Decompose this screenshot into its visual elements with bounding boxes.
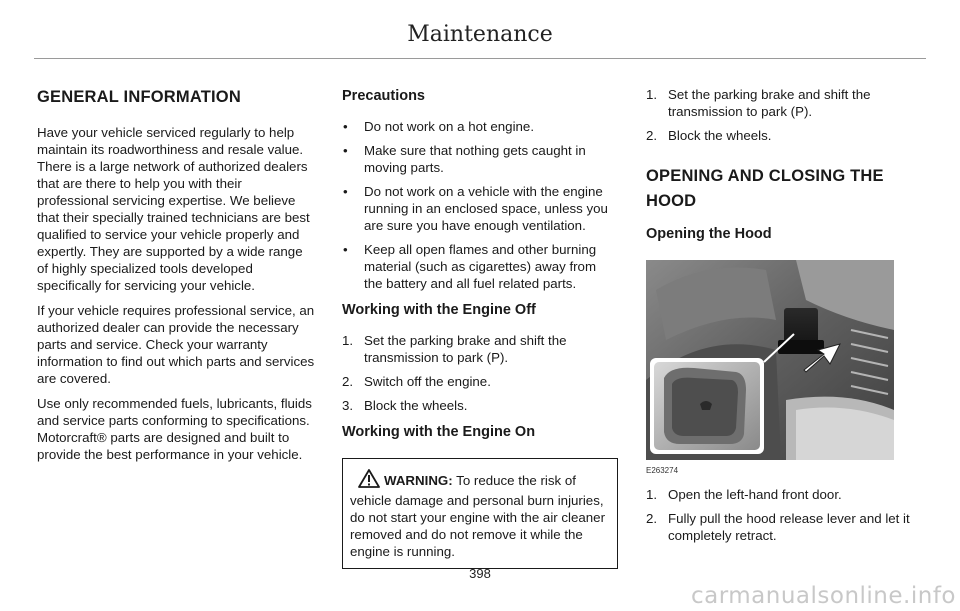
bullet-icon: • — [343, 143, 348, 158]
list-item — [646, 127, 926, 144]
column-general-information — [37, 86, 317, 471]
precaution-text: Make sure that nothing gets caught in moving parts. — [364, 143, 586, 175]
step-text: Block the wheels. — [668, 128, 772, 143]
list-item — [342, 183, 618, 234]
heading-line-1: OPENING AND CLOSING THE — [646, 167, 884, 185]
step-number: 1. — [342, 333, 354, 348]
engine-off-heading: Working with the Engine Off — [342, 302, 536, 318]
step-text: Switch off the engine. — [364, 374, 491, 389]
list-item — [342, 397, 618, 414]
step-number: 2. — [646, 511, 658, 526]
opening-closing-hood-heading — [646, 164, 926, 214]
page-header-title: Maintenance — [407, 22, 553, 47]
precaution-text: Do not work on a hot engine. — [364, 119, 535, 134]
step-text: Open the left-hand front door. — [668, 487, 842, 502]
engine-on-heading: Working with the Engine On — [342, 424, 536, 440]
step-number: 3. — [342, 398, 354, 413]
general-info-paragraph-1: Have your vehicle serviced regularly to help maintain its roadworthiness and resale value. There is a large network of authorized dealers that are there to help you with their professional servicing expertise. We believe that their specially trained technicians are best qualified to service your vehicle properly and expertly. They are supported by a wide range of highly specialized tools developed specifically for servicing your vehicle. — [37, 125, 310, 293]
hood-release-illustration — [646, 260, 894, 460]
engine-on-steps — [646, 86, 926, 144]
list-item — [646, 486, 926, 503]
opening-hood-steps — [646, 486, 926, 544]
column-opening-hood — [646, 86, 926, 552]
list-item — [342, 142, 618, 176]
step-number: 2. — [646, 128, 658, 143]
precaution-text: Keep all open flames and other burning material (such as cigarettes) away from the battery and all fuel related parts. — [364, 242, 597, 291]
step-text: Set the parking brake and shift the transmission to park (P). — [364, 333, 567, 365]
list-item — [342, 332, 618, 366]
warning-box — [342, 458, 618, 569]
heading-line-2: HOOD — [646, 192, 697, 210]
list-item — [342, 373, 618, 390]
precaution-text: Do not work on a vehicle with the engine running in an enclosed space, unless you are sure you have enough ventilation. — [364, 184, 608, 233]
general-information-heading: GENERAL INFORMATION — [37, 88, 241, 106]
watermark[interactable]: carmanualsonline.info — [690, 583, 956, 609]
step-number: 1. — [646, 487, 658, 502]
warning-triangle-icon — [358, 469, 380, 492]
list-item — [646, 86, 926, 120]
figure-code: E263274 — [646, 466, 679, 475]
precautions-list — [342, 118, 618, 292]
list-item — [646, 510, 926, 544]
bullet-icon: • — [343, 242, 348, 257]
step-text: Set the parking brake and shift the transmission to park (P). — [668, 87, 871, 119]
step-number: 1. — [646, 87, 658, 102]
page-number: 398 — [469, 566, 491, 581]
column-precautions — [342, 86, 618, 569]
opening-hood-subheading: Opening the Hood — [646, 226, 772, 242]
step-text: Block the wheels. — [364, 398, 468, 413]
list-item — [342, 241, 618, 292]
header-divider — [34, 58, 926, 59]
general-info-paragraph-2: If your vehicle requires professional service, an authorized dealer can provide the necessary parts and service. Check your warranty information to find out which parts and services are covered. — [37, 303, 315, 386]
list-item — [342, 118, 618, 135]
step-number: 2. — [342, 374, 354, 389]
bullet-icon: • — [343, 184, 348, 199]
warning-label: WARNING: — [384, 473, 453, 488]
general-info-paragraph-3: Use only recommended fuels, lubricants, fluids and service parts conforming to specifications. Motorcraft® parts are designed and built to provide the best performance in your vehicle. — [37, 396, 312, 462]
engine-off-steps — [342, 332, 618, 414]
step-text: Fully pull the hood release lever and let it completely retract. — [668, 511, 910, 543]
warning-text: To reduce the risk of vehicle damage and personal burn injuries, do not start your engine with the air cleaner removed and do not remove it while the engine is running. — [350, 473, 606, 559]
bullet-icon: • — [343, 119, 348, 134]
precautions-heading: Precautions — [342, 88, 425, 104]
